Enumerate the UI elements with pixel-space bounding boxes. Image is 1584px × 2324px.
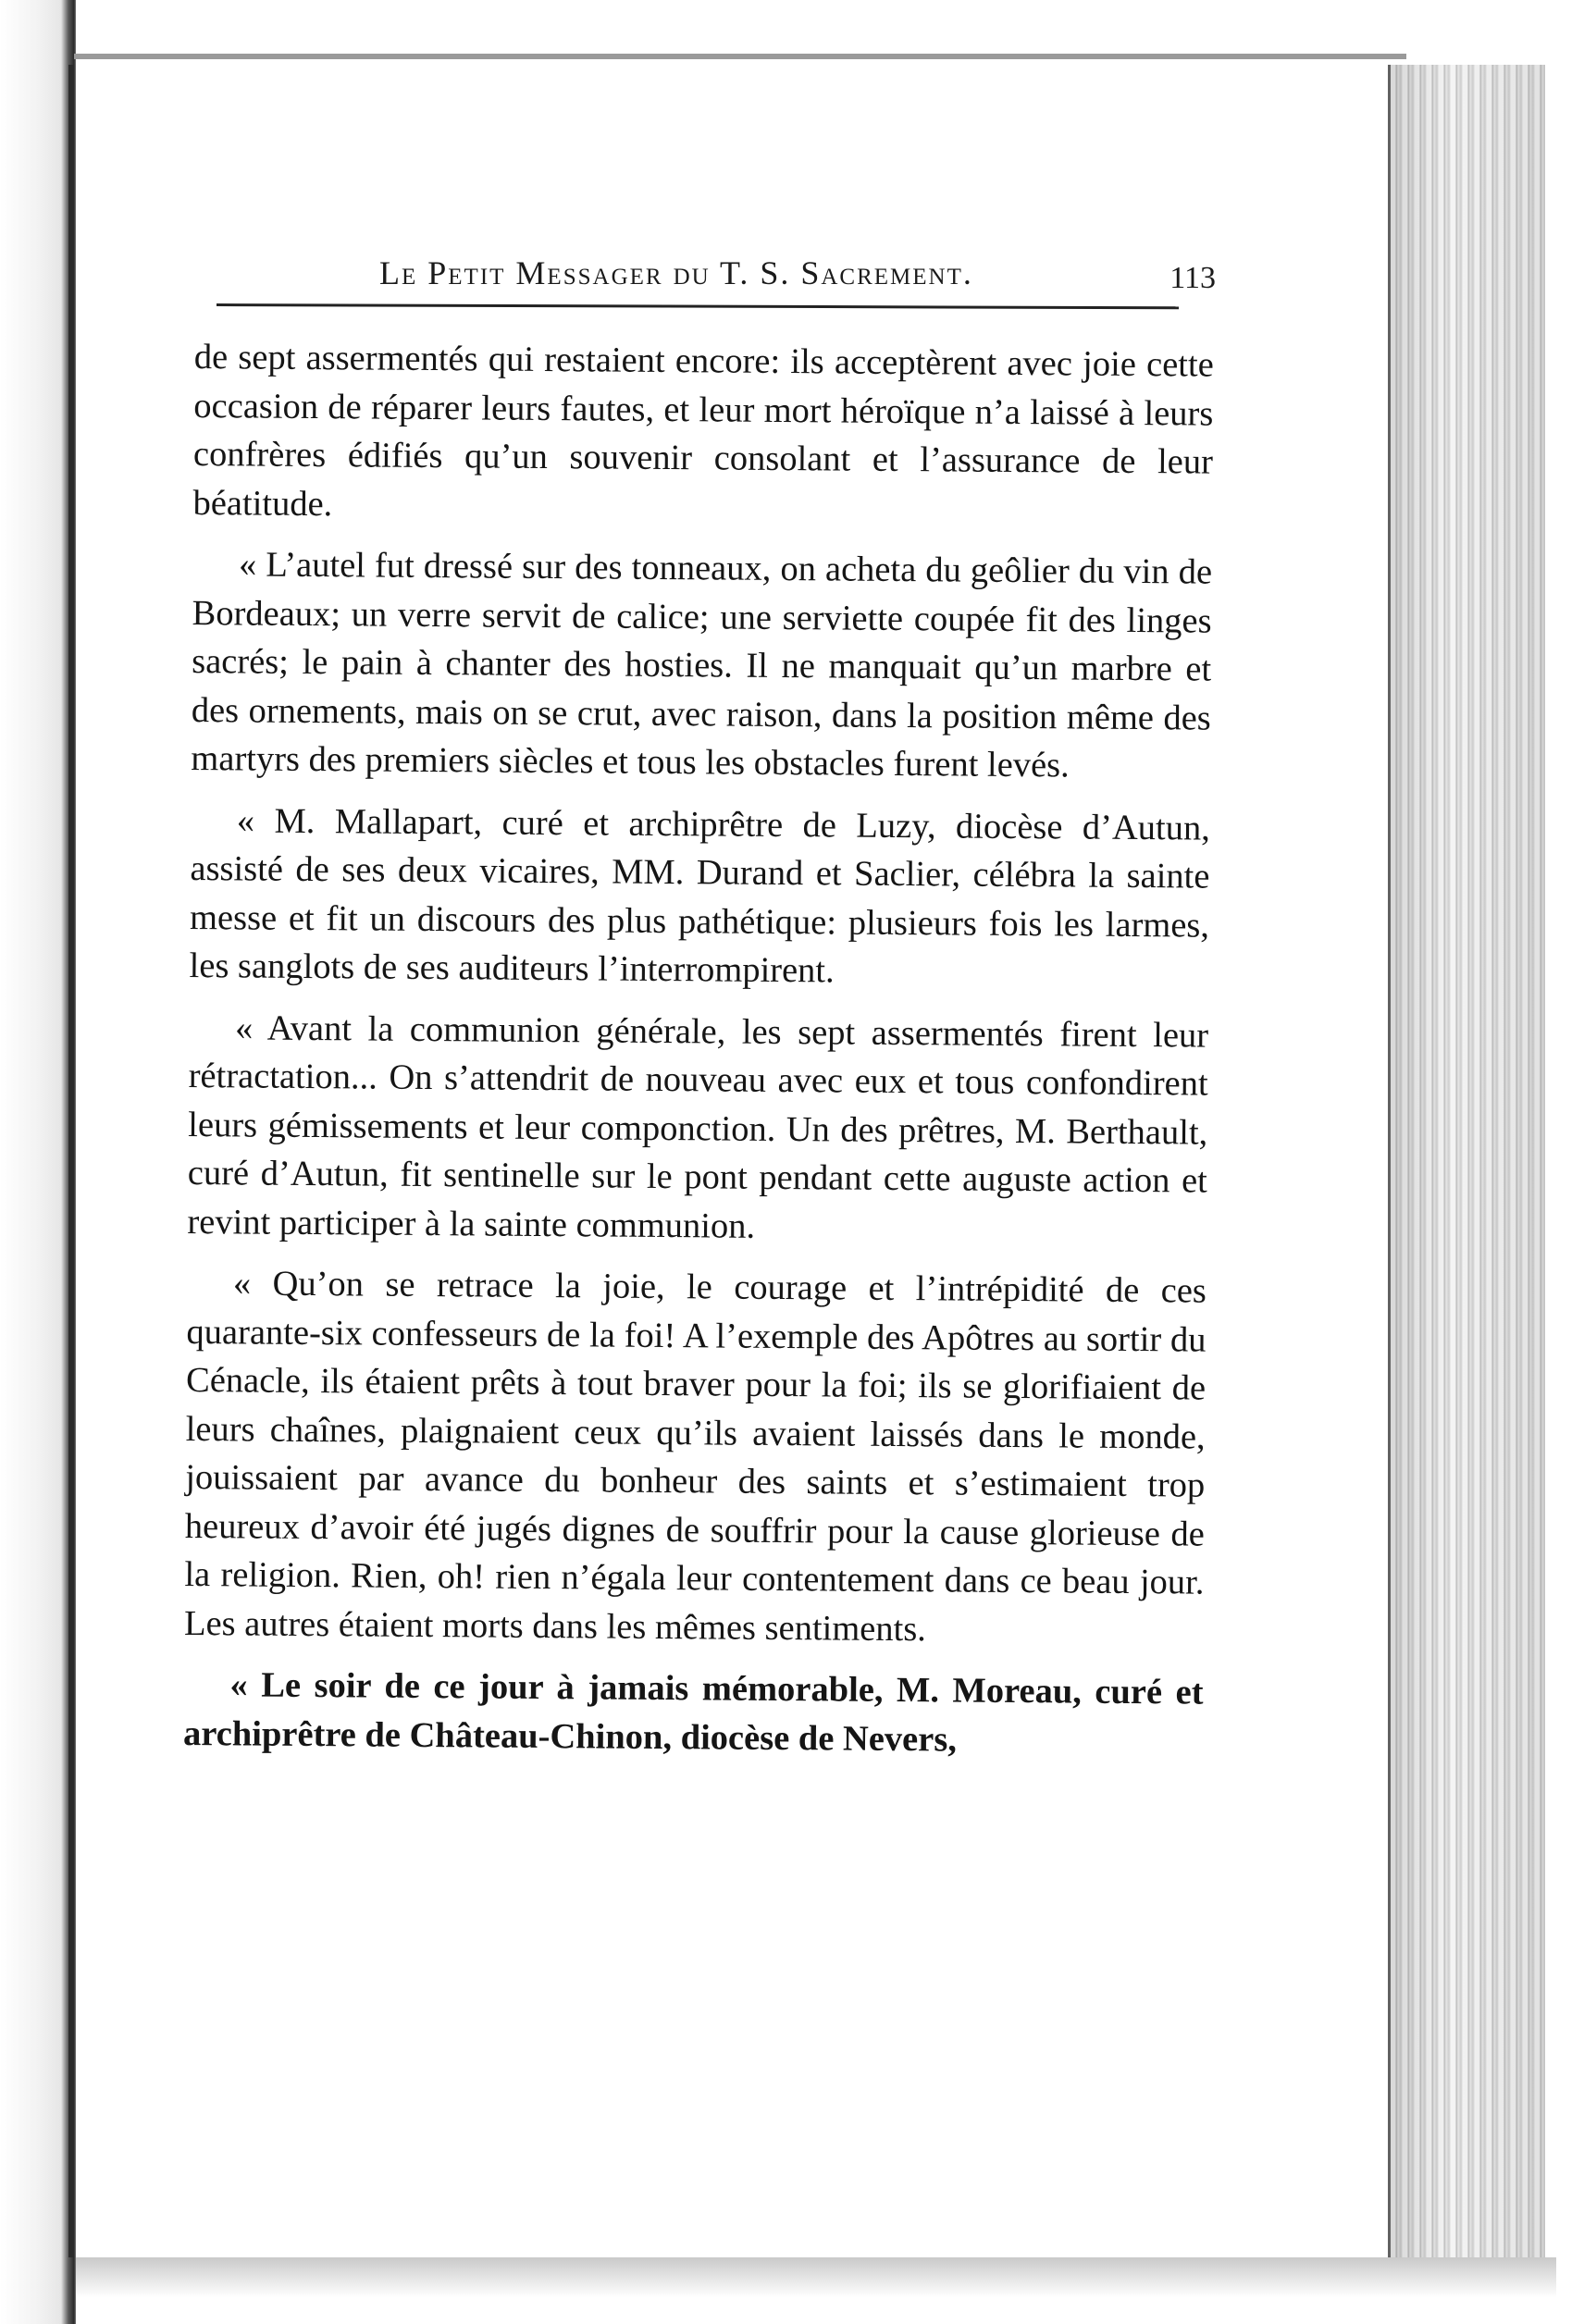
paragraph-4: « Avant la communion générale, les sept assermentés firent leur rétractation... On s’attendrit de nouveau avec eux et tous confondirent leurs gémissements et leur componction. Un des prêtres, M. Berthault, curé d’Autun, fit sentinelle sur le pont pendant cette auguste action et revint participer à la sainte communion. [187,1007,1209,1246]
binding-gutter [0,0,76,2324]
paragraph-1: de sept assermentés qui restaient encore: ils acceptèrent avec joie cette occasion de réparer leurs fautes, et leur mort héroïque n’a laissé à leurs confrères édifiés qu’un souvenir consolant et l’assurance de leur béatitude. [192,337,1214,524]
paragraph-2: « L’autel fut dressé sur des tonneaux, on acheta du geôlier du vin de Bordeaux; un verre servit de calice; une serviette coupée fit des linges sacrés; le pain à chanter des hosties. Il ne manquait qu’un marbre et des ornements, mais on se crut, avec raison, dans la position même des martyrs des premiers siècles et tous les obstacles furent levés. [191,545,1213,785]
scan-margin-bottom [76,2257,1556,2324]
body-text [183,333,1214,1779]
header-rule [217,303,1179,309]
page-top-edge [74,54,1406,59]
running-title: Le Petit Messager du T. S. Sacrement. [379,254,973,291]
running-header [217,253,1216,309]
page-stack-shade [1388,65,1545,2257]
facing-page-edge [68,65,74,2257]
scan-margin-right [1545,56,1584,2324]
page-number: 113 [1169,261,1216,295]
paragraph-6: « Le soir de ce jour à jamais mémorable, M. Moreau, curé et archiprêtre de Château-Chinon, diocèse de Nevers, [182,1665,1204,1760]
paragraph-5: « Qu’on se retrace la joie, le courage et l’intrépidité de ces quarante-six confesseurs de la foi! A l’exemple des Apôtres au sortir du Cénacle, ils étaient prêts à tout braver pour la foi; ils se glorifiaient de leurs chaînes, plaignaient ceux qu’ils avaient laissés dans le monde, jouissaient par avance du bonheur des saints et s’estimaient trop heureux d’avoir été jugés dignes de souffrir pour la cause glorieuse de la religion. Rien, oh! rien n’égala leur contentement dans ce beau jour. Les autres étaient morts dans les mêmes sentiments. [183,1264,1207,1649]
paragraph-3: « M. Mallapart, curé et archiprêtre de Luzy, diocèse d’Autun, assisté de ses deux vicaires, MM. Durand et Saclier, célébra la sainte messe et fit un discours des plus pathétique: plusieurs fois les larmes, les sanglots de ses auditeurs l’interrompirent. [189,800,1210,991]
